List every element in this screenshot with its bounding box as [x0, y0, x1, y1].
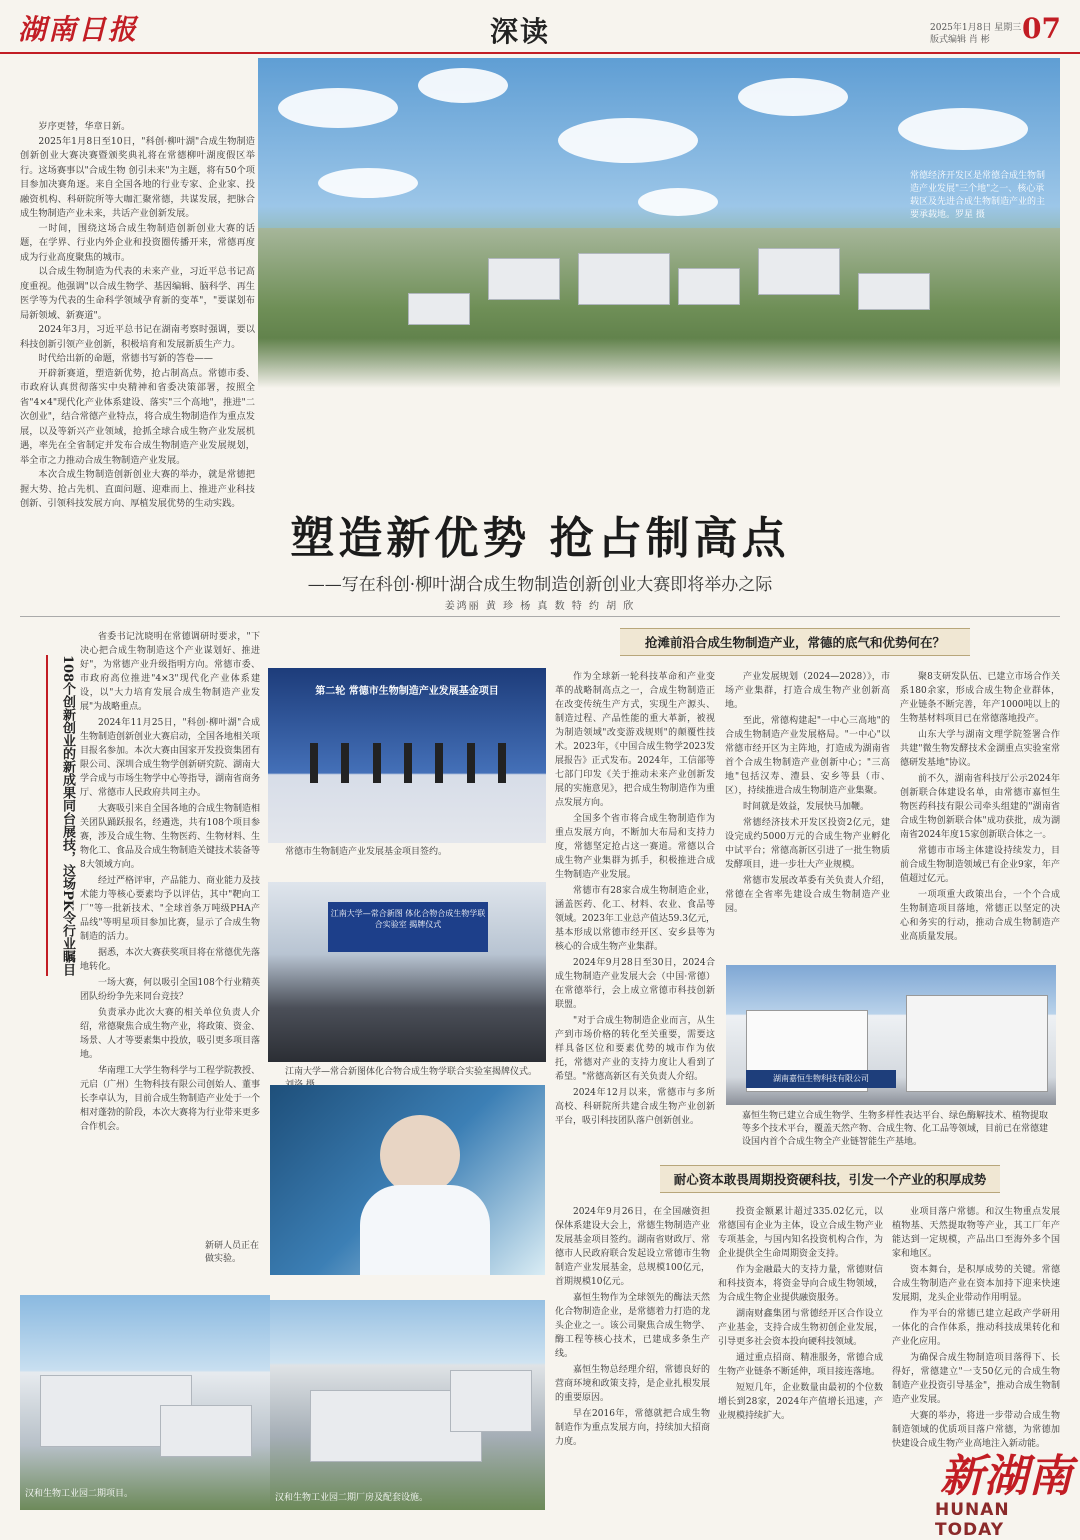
body-paragraph: 大赛的举办，将进一步带动合成生物制造领域的优质项目落户常德，为常德加快建设合成生物产业高地注入新动能。 [892, 1411, 1060, 1449]
photo-caption: 汉和生物工业园二期厂房及配套设施。 [275, 1493, 429, 1503]
researcher-photo [270, 1085, 545, 1275]
main-headline: 塑造新优势 抢占制高点 [290, 513, 790, 564]
body-paragraph: 2024年9月28日至30日，2024合成生物制造产业发展大会（中国·常德）在常德举行，会上成立常德市科技创新联盟。 [555, 958, 715, 1010]
body-paragraph: 大赛吸引来自全国各地的合成生物制造相关团队踊跃报名，经遴选，共有108个项目参赛，涉及合成生物、生物医药、生物材料、生物化工、食品及合成生物制造关键技术装备等8大领域方向。 [80, 804, 261, 870]
intro-column [20, 120, 255, 512]
vertical-section-title: 108个创新创业的新成果同台展技，这场PK令行业瞩目 [46, 655, 77, 976]
body-paragraph: 常德市市场主体建设持续发力，目前合成生物制造领域已有企业9家，年产值超过亿元。 [900, 846, 1060, 884]
hero-caption: 常德经济开发区是常德合成生物制造产业发展"三个地"之一、核心承载区及先进合成生物制造产业的主要承载地。罗星 摄 [910, 171, 1046, 220]
intro-paragraph: 本次合成生物制造创新创业大赛的举办，就是常德把握大势、抢占先机、直面问题、迎难而上、推进产业科技创新、引领科技发展方向、厚植发展优势的生动实践。 [20, 469, 255, 509]
body-paragraph: 嘉恒生物总经理介绍，常德良好的营商环境和政策支持，是企业扎根发展的重要原因。 [555, 1365, 710, 1403]
lower-text-column [892, 1205, 1060, 1449]
body-paragraph: 早在2016年，常德就把合成生物制造作为重点发展方向，持续加大招商力度。 [555, 1409, 710, 1447]
body-paragraph: 山东大学与湖南文理学院签署合作共建"微生物发酵技术金湖重点实验室常德研发基地"协议。 [900, 730, 1060, 768]
company-sign: 湖南嘉恒生物科技有限公司 [746, 1070, 896, 1088]
issue-date: 2025年1月8日 星期三 [930, 23, 1022, 33]
factory-building-photo [726, 965, 1056, 1105]
lower-text-column [555, 1205, 710, 1510]
body-paragraph: 作为全球新一轮科技革命和产业变革的战略制高点之一，合成生物制造正在改变传统生产方式，实现生产源头、制造过程、产品性能的重大革新，被视为制造领域"改变游戏规则"的颠覆性技术。2023年，《中国合成生物学2023发展报告》正式发布。2024年，工信部等七部门印发《关于推动未来产业创新发展的实施意见》，把合成生物制造作为重点发展方向。 [555, 672, 715, 808]
intro-paragraph: 2024年3月，习近平总书记在湖南考察时强调，要以科技创新引领产业创新，积极培育和发展新质生产力。 [20, 324, 255, 350]
plant-facility-photo [270, 1300, 545, 1510]
photo-caption: 汉和生物工业园二期项目。 [25, 1489, 134, 1499]
section-heading: 耐心资本敢畏周期投资硬科技，引发一个产业的积厚成势 [660, 1165, 1000, 1193]
section-heading: 抢滩前沿合成生物制造产业，常德的底气和优势何在？ [620, 628, 970, 656]
intro-paragraph: 一时间，围绕这场合成生物制造创新创业大赛的话题，在学界、行业内外企业和投资圈传播开来，常德再度成为行业高度聚焦的城市。 [20, 222, 255, 263]
body-paragraph: 通过重点招商、精准服务，常德合成生物产业链条不断延伸，项目接连落地。 [718, 1353, 883, 1377]
photo-caption: 常德市生物制造产业发展基金项目签约。 [285, 847, 448, 857]
lower-text-column [718, 1205, 883, 1510]
body-paragraph: 一项项重大政策出台，一个个合成生物制造项目落地，常德正以坚定的决心和务实的行动，推动合成生物制造产业高质量发展。 [900, 890, 1060, 942]
body-paragraph: 投资金额累计超过335.02亿元，以常德国有企业为主体，设立合成生物产业专项基金，与国内知名投资机构合作，为企业提供全生命周期资金支持。 [718, 1207, 883, 1259]
body-paragraph: 作为平台的常德已建立起政产学研用一体化的合作体系，推动科技成果转化和产业化应用。 [892, 1309, 1060, 1347]
body-paragraph: 时间就是效益，发展快马加鞭。 [743, 802, 870, 812]
intro-paragraph: 时代给出新的命题，常德书写新的答卷—— [38, 353, 213, 364]
body-paragraph: 常德市有28家合成生物制造企业，涵盖医药、化工、材料、农业、食品等领域。2023年工业总产值达59.3亿元，基本形成以常德市经开区、安乡县等为核心的合成生物产业集群。 [555, 886, 715, 952]
body-paragraph: 华南理工大学生物科学与工程学院教授、元启（广州）生物科技有限公司创始人、董事长李卓认为，目前合成生物制造产业处于一个相对蓬勃的阶段，本次大赛将为行业带来更多合作机会。 [80, 1066, 261, 1132]
body-paragraph: 常德经济技术开发区投资2亿元，建设完成约5000万元的合成生物产业孵化中试平台；常德高新区引进了一批生物质发酵项目，进一步壮大产业规模。 [725, 818, 890, 870]
left-text-column [80, 630, 260, 1280]
body-paragraph: 全国多个省市将合成生物制造作为重点发展方向，不断加大布局和支持力度，常德坚定抢占这一赛道。常德以合成生物产业集群为抓手，积极推进合成生物制造产业发展。 [555, 814, 715, 880]
body-paragraph: "对于合成生物制造企业而言，从生产到市场价格的转化至关重要，需要这样具备区位和要素优势的城市作为依托，常德对产业的支持力度让人看到了希望。"常德高新区有关负责人介绍。 [555, 1016, 715, 1082]
hero-aerial-photo [258, 58, 1060, 388]
body-paragraph: 省委书记沈晓明在常德调研时要求，"下决心把合成生物制造这个产业谋划好、推进好"，为常德产业升级指明方向。常德市委、市政府高位推进"4×3"现代化产业体系建设，以"大力培育发展合成生物制造产业发展"为战略重点。 [80, 632, 260, 712]
lab-unveiling-photo [268, 882, 546, 1062]
section-title: 深读 [490, 15, 551, 48]
body-paragraph: 一场大赛，何以吸引全国108个行业精英团队纷纷争先来同台竞技？ [80, 978, 260, 1002]
body-paragraph: 资本舞台，是积厚成势的关键。常德合成生物制造产业在资本加持下迎来快速发展期，龙头企业带动作用明显。 [892, 1265, 1060, 1303]
newspaper-logo: 湖南日报 [18, 13, 139, 46]
body-paragraph: 据悉，本次大赛获奖项目将在常德优先落地转化。 [80, 948, 261, 972]
body-paragraph: 经过严格评审，产品能力、商业能力及技术能力等核心要素均予以评估，其中"靶向工厂"等一批新技术、"全球首条万吨级PHA产品线"等明星项目参加比赛，显示了合成生物制造的活力。 [80, 876, 261, 942]
right-text-column [900, 670, 1060, 960]
body-paragraph: 嘉恒生物作为全球领先的酶法天然化合物制造企业，是常德着力打造的龙头企业之一。该公司聚焦合成生物学、酶工程等核心技术，已建成多条生产线。 [555, 1293, 710, 1359]
sub-headline: ——写在科创·柳叶湖合成生物制造创新创业大赛即将举办之际 [307, 575, 773, 595]
intro-paragraph: 2025年1月8日至10日，"科创·柳叶湖"合成生物制造创新创业大赛决赛暨颁奖典礼将在常德柳叶湖度假区举行。这场赛事以"合成生物 创引未来"为主题，将有50个项目参加决赛角逐。来自全国各地的行业专家、企业家、投融资机构、科研院所等大咖汇聚常德，共谋发展，把脉合成生物制造产业未来，共话产业创新发展。 [20, 135, 255, 219]
body-paragraph: 至此，常德构建起"一中心三高地"的合成生物制造产业发展格局。"一中心"以常德市经开区为主阵地，打造成为湖南省首个合成生物制造产业创新中心；"三高地"包括汉寿、澧县、安乡等县（市、区），持续推进合成生物制造产业集聚。 [725, 716, 890, 796]
body-paragraph: 2024年9月26日，在全国融资担保体系建设大会上，常德生物制造产业发展基金项目签约。湖南省财政厅、常德市人民政府联合发起设立常德市生物制造产业发展基金，总规模100亿元，首期规模10亿元。 [555, 1207, 710, 1287]
intro-paragraph: 岁序更替，华章日新。 [38, 121, 131, 132]
body-paragraph: 常德市发展改革委有关负责人介绍，常德在全省率先建设合成生物制造产业园。 [725, 876, 890, 914]
body-paragraph: 为确保合成生物制造项目落得下、长得好，常德建立"一支50亿元的合成生物制造产业投资引导基金"，推动合成生物制造产业发展。 [892, 1353, 1060, 1405]
body-paragraph: 短短几年，企业数量由最初的个位数增长到28家，2024年产值增长迅速，产业规模持续扩大。 [718, 1383, 883, 1421]
intro-paragraph: 开辟新赛道，塑造新优势，抢占制高点。常德市委、市政府认真贯彻落实中央精神和省委决策部署，按照全省"4×4"现代化产业体系建设、落实"三个高地"，推进"二次创业"，结合常德产业特点，将合成生物制造作为重点发展，以及等新兴产业领域，抢抓全球合成生物产业发展机遇，率先在全省制定并发布合成生物制造产业发展规划，举全市之力推动合成生物制造产业发展。 [20, 367, 255, 466]
page-number: 07 [1022, 12, 1061, 45]
byline: 姜鸿丽 黄 珍 杨 真 数 特 约 胡 欣 [444, 601, 636, 612]
photo-caption: 江南大学—常合新图体化合物合成生物学联合实验室揭牌仪式。 [285, 1067, 538, 1077]
photo-caption: 新研人员正在做实验。 [205, 1241, 260, 1264]
date-info [930, 22, 1021, 46]
intro-paragraph: 以合成生物制造为代表的未来产业，习近平总书记高度重视。他强调"以合成生物学、基因编辑、脑科学、再生医学等为代表的生命科学领域孕育新的变革"，"要谋划布局新领域、新赛道"。 [20, 266, 255, 321]
body-paragraph: 湖南财鑫集团与常德经开区合作设立产业基金，支持合成生物初创企业发展，引导更多社会资本投向硬科技领域。 [718, 1309, 883, 1347]
watermark-text: HUNAN TODAY [935, 1500, 1010, 1540]
middle-text-column [555, 670, 715, 1130]
photo-banner-text: 江南大学—常合新图 体化合物合成生物学联合实验室 揭牌仪式 [328, 902, 488, 952]
industrial-park-photo [20, 1295, 270, 1510]
body-paragraph: 2024年12月以来，常德市与多所高校、科研院所共建合成生物产业创新平台，吸引科技团队落户创新创业。 [555, 1088, 715, 1126]
body-paragraph: 产业发展规划（2024—2028）》，市场产业集群，打造合成生物产业创新高地。 [725, 672, 890, 710]
watermark-logo: 新湖南 [940, 1451, 1072, 1502]
body-paragraph: 业项目落户常德。和汉生物重点发展植物基、天然提取物等产业，其工厂年产能达到一定规模，产品出口至海外多个国家和地区。 [892, 1207, 1060, 1259]
body-paragraph: 前不久，湖南省科技厅公示2024年创新联合体建设名单，由常德市嘉恒生物医药科技有限公司牵头组建的"湖南省合成生物创新联合体"成功获批，成为湖南省2024年度15家创新联合体之一。 [900, 774, 1060, 840]
body-paragraph: 作为金融最大的支持力量，常德财信和科技资本，将资金导向合成生物领域，为合成生物企业提供融资服务。 [718, 1265, 883, 1303]
body-paragraph: 负责承办此次大赛的相关单位负责人介绍，常德聚焦合成生物产业，将政策、资金、场景、人才等要素集中投放，吸引更多项目落地。 [80, 1008, 261, 1060]
divider [20, 616, 1060, 617]
signing-ceremony-photo [268, 668, 546, 843]
body-paragraph: 2024年11月25日，"科创·柳叶湖"合成生物制造创新创业大赛启动，全国各地相关项目报名参加。本次大赛由国家开发投资集团有限公司、深圳合成生物学创新研究院、湖南大学合成与市场生物学中心等指导，湖南省商务厅、常德市人民政府共同主办。 [80, 718, 261, 798]
middle-text-column [725, 670, 890, 960]
body-paragraph: 聚8支研发队伍、已建立市场合作关系180余家，形成合成生物企业群体，产业链条不断完善，年产1000吨以上的生物基材料项目已在常德落地投产。 [900, 672, 1060, 724]
photo-banner-text: 第二轮 常德市生物制造产业发展基金项目 [315, 686, 499, 697]
layout-editor: 版式编辑 肖 彬 [930, 35, 990, 45]
photo-caption: 嘉恒生物已建立合成生物学、生物多样性表达平台、绿色酶解技术、植物提取等多个技术平台，覆盖天然产物、合成生物、化工品等领域，目前已在常德建设国内首个合成生物全产业链智能生产基地。 [742, 1111, 1049, 1147]
